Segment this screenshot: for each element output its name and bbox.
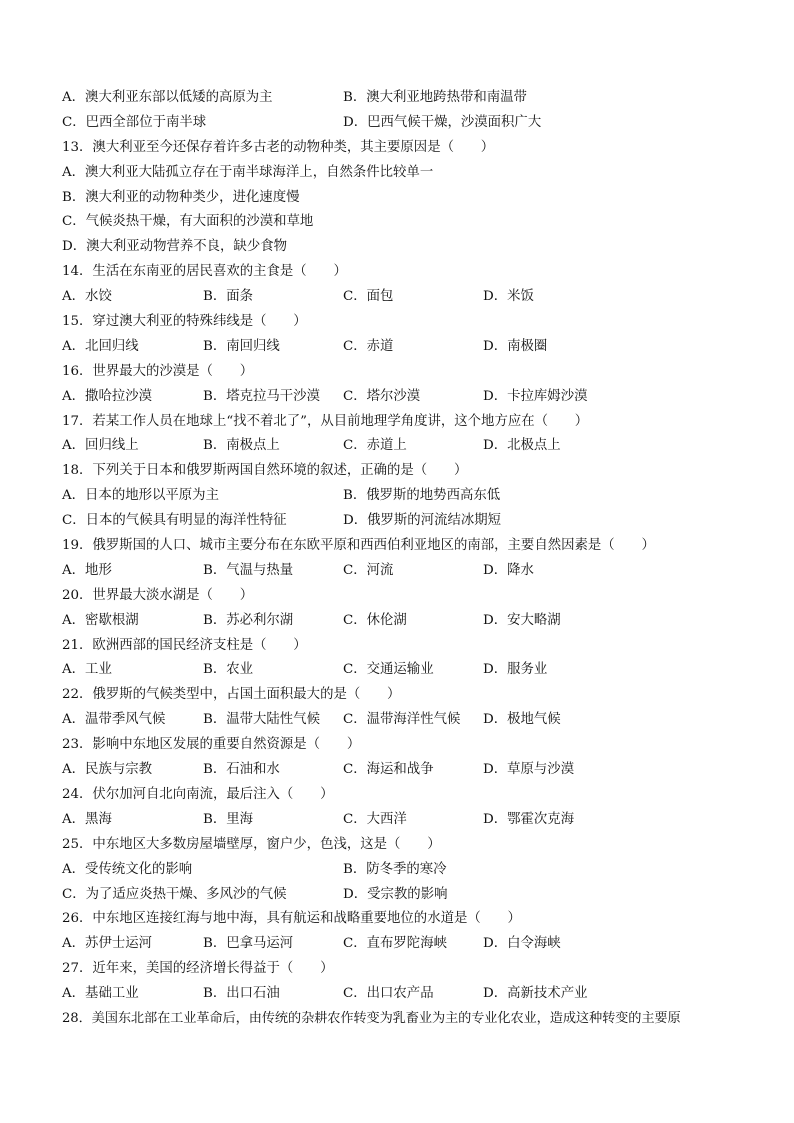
option-row — [62, 559, 742, 584]
question-15-stem: 15．穿过澳大利亚的特殊纬线是（ ） — [62, 314, 307, 330]
option-row — [62, 932, 742, 957]
option-a: A．温带季风气候 — [62, 712, 166, 728]
option-c: C．河流 — [343, 562, 394, 578]
option-b: B．温带大陆性气候 — [203, 712, 320, 728]
question-14-stem: 14．生活在东南亚的居民喜欢的主食是（ ） — [62, 264, 347, 280]
option-b: B．防冬季的寒冷 — [343, 861, 447, 877]
option-a: A．民族与宗教 — [62, 762, 153, 778]
option-c: C．赤道上 — [343, 438, 407, 454]
question-27-stem: 27．近年来，美国的经济增长得益于（ ） — [62, 961, 334, 977]
question-21-stem: 21．欧洲西部的国民经济支柱是（ ） — [62, 637, 307, 653]
option-d: D．安大略湖 — [483, 612, 561, 628]
option-row — [62, 335, 742, 360]
question-17-stem: 17．若某工作人员在地球上“找不着北了”，从目前地理学角度讲，这个地方应在（ ） — [62, 413, 589, 429]
option-row — [62, 509, 742, 534]
option-c: C．交通运输业 — [343, 662, 434, 678]
question-25-stem: 25．中东地区大多数房屋墙壁厚，窗户少，色浅，这是（ ） — [62, 836, 441, 852]
option-c: C．面包 — [343, 289, 394, 305]
exam-page — [62, 86, 742, 1032]
option-b: B．农业 — [203, 662, 254, 678]
question-28-stem: 28．美国东北部在工业革命后，由传统的杂耕农作转变为乳畜业为主的专业化农业，造成这种转变的主要原 — [62, 1010, 681, 1026]
option-b: B．苏必利尔湖 — [203, 612, 294, 628]
option-c: C．休伦湖 — [343, 612, 407, 628]
question-19-stem: 19．俄罗斯国的人口、城市主要分布在东欧平原和西西伯利亚地区的南部，主要自然因素是（ ） — [62, 538, 655, 554]
option-a: A．回归线上 — [62, 438, 139, 454]
option-a: A．水饺 — [62, 289, 112, 305]
option-d: D．南极圈 — [483, 338, 548, 354]
option-row — [62, 808, 742, 833]
question-16-stem: 16．世界最大的沙漠是（ ） — [62, 363, 254, 379]
option-row — [62, 385, 742, 410]
option-c: C．为了适应炎热干燥、多风沙的气候 — [62, 886, 287, 902]
question-13-stem: 13．澳大利亚至今还保存着许多古老的动物种类，其主要原因是（ ） — [62, 139, 495, 155]
option-d: D．澳大利亚动物营养不良，缺少食物 — [62, 239, 287, 255]
option-a: A．北回归线 — [62, 338, 139, 354]
option-c: C．气候炎热干燥，有大面积的沙漠和草地 — [62, 214, 314, 230]
option-b: B．澳大利亚地跨热带和南温带 — [343, 90, 527, 105]
option-row — [62, 658, 742, 683]
option-b: B．面条 — [203, 289, 254, 305]
option-c: C．日本的气候具有明显的海洋性特征 — [62, 513, 287, 529]
question-18-stem: 18．下列关于日本和俄罗斯两国自然环境的叙述，正确的是（ ） — [62, 463, 468, 479]
option-d: D．草原与沙漠 — [483, 762, 575, 778]
option-row — [62, 982, 742, 1007]
option-b: B．出口石油 — [203, 986, 280, 1002]
option-c: C．温带海洋性气候 — [343, 712, 461, 728]
option-d: D．极地气候 — [483, 712, 561, 728]
option-b: B．澳大利亚的动物种类少，进化速度慢 — [62, 189, 300, 205]
option-a: A．澳大利亚大陆孤立存在于南半球海洋上，自然条件比较单一 — [62, 164, 434, 180]
option-d: D．服务业 — [483, 662, 548, 678]
option-a: A．地形 — [62, 562, 112, 578]
option-b: B．里海 — [203, 811, 254, 827]
option-row — [62, 758, 742, 783]
option-a: A．基础工业 — [62, 986, 139, 1002]
option-a: A．黑海 — [62, 811, 112, 827]
option-row — [62, 609, 742, 634]
option-c: C．海运和战争 — [343, 762, 434, 778]
option-a: A．苏伊士运河 — [62, 936, 153, 952]
option-d: D．降水 — [483, 562, 534, 578]
option-b: B．南极点上 — [203, 438, 280, 454]
question-24-stem: 24．伏尔加河自北向南流，最后注入（ ） — [62, 786, 334, 802]
option-c: C．赤道 — [343, 338, 394, 354]
option-d: D．受宗教的影响 — [343, 886, 448, 902]
option-a: A．受传统文化的影响 — [62, 861, 193, 877]
question-26-stem: 26．中东地区连接红海与地中海，具有航运和战略重要地位的水道是（ ） — [62, 911, 521, 927]
option-row — [62, 858, 742, 883]
option-d: D．俄罗斯的河流结冰期短 — [343, 513, 502, 529]
option-row — [62, 111, 742, 136]
option-a: A．澳大利亚东部以低矮的高原为主 — [62, 90, 273, 105]
option-d: D．米饭 — [483, 289, 534, 305]
option-c: C．出口农产品 — [343, 986, 434, 1002]
option-b: B．俄罗斯的地势西高东低 — [343, 488, 501, 504]
option-a: A．撒哈拉沙漠 — [62, 388, 153, 404]
option-b: B．石油和水 — [203, 762, 280, 778]
option-d: D．巴西气候干燥，沙漠面积广大 — [343, 114, 542, 130]
option-d: D．北极点上 — [483, 438, 561, 454]
option-d: D．鄂霍次克海 — [483, 811, 575, 827]
option-b: B．南回归线 — [203, 338, 280, 354]
option-row — [62, 484, 742, 509]
option-row — [62, 883, 742, 908]
option-d: D．卡拉库姆沙漠 — [483, 388, 588, 404]
option-c: C．巴西全部位于南半球 — [62, 114, 207, 130]
option-b: B．塔克拉马干沙漠 — [203, 388, 320, 404]
option-c: C．大西洋 — [343, 811, 407, 827]
option-b: B．巴拿马运河 — [203, 936, 294, 952]
question-23-stem: 23．影响中东地区发展的重要自然资源是（ ） — [62, 737, 361, 753]
option-c: C．直布罗陀海峡 — [343, 936, 447, 952]
option-row — [62, 708, 742, 733]
option-d: D．高新技术产业 — [483, 986, 588, 1002]
question-22-stem: 22．俄罗斯的气候类型中，占国土面积最大的是（ ） — [62, 687, 401, 703]
option-row — [62, 434, 742, 459]
option-a: A．密歇根湖 — [62, 612, 139, 628]
option-a: A．工业 — [62, 662, 112, 678]
option-row — [62, 86, 742, 111]
option-c: C．塔尔沙漠 — [343, 388, 421, 404]
option-row — [62, 285, 742, 310]
question-20-stem: 20．世界最大淡水湖是（ ） — [62, 587, 254, 603]
option-b: B．气温与热量 — [203, 562, 294, 578]
option-a: A．日本的地形以平原为主 — [62, 488, 219, 504]
option-d: D．白令海峡 — [483, 936, 561, 952]
